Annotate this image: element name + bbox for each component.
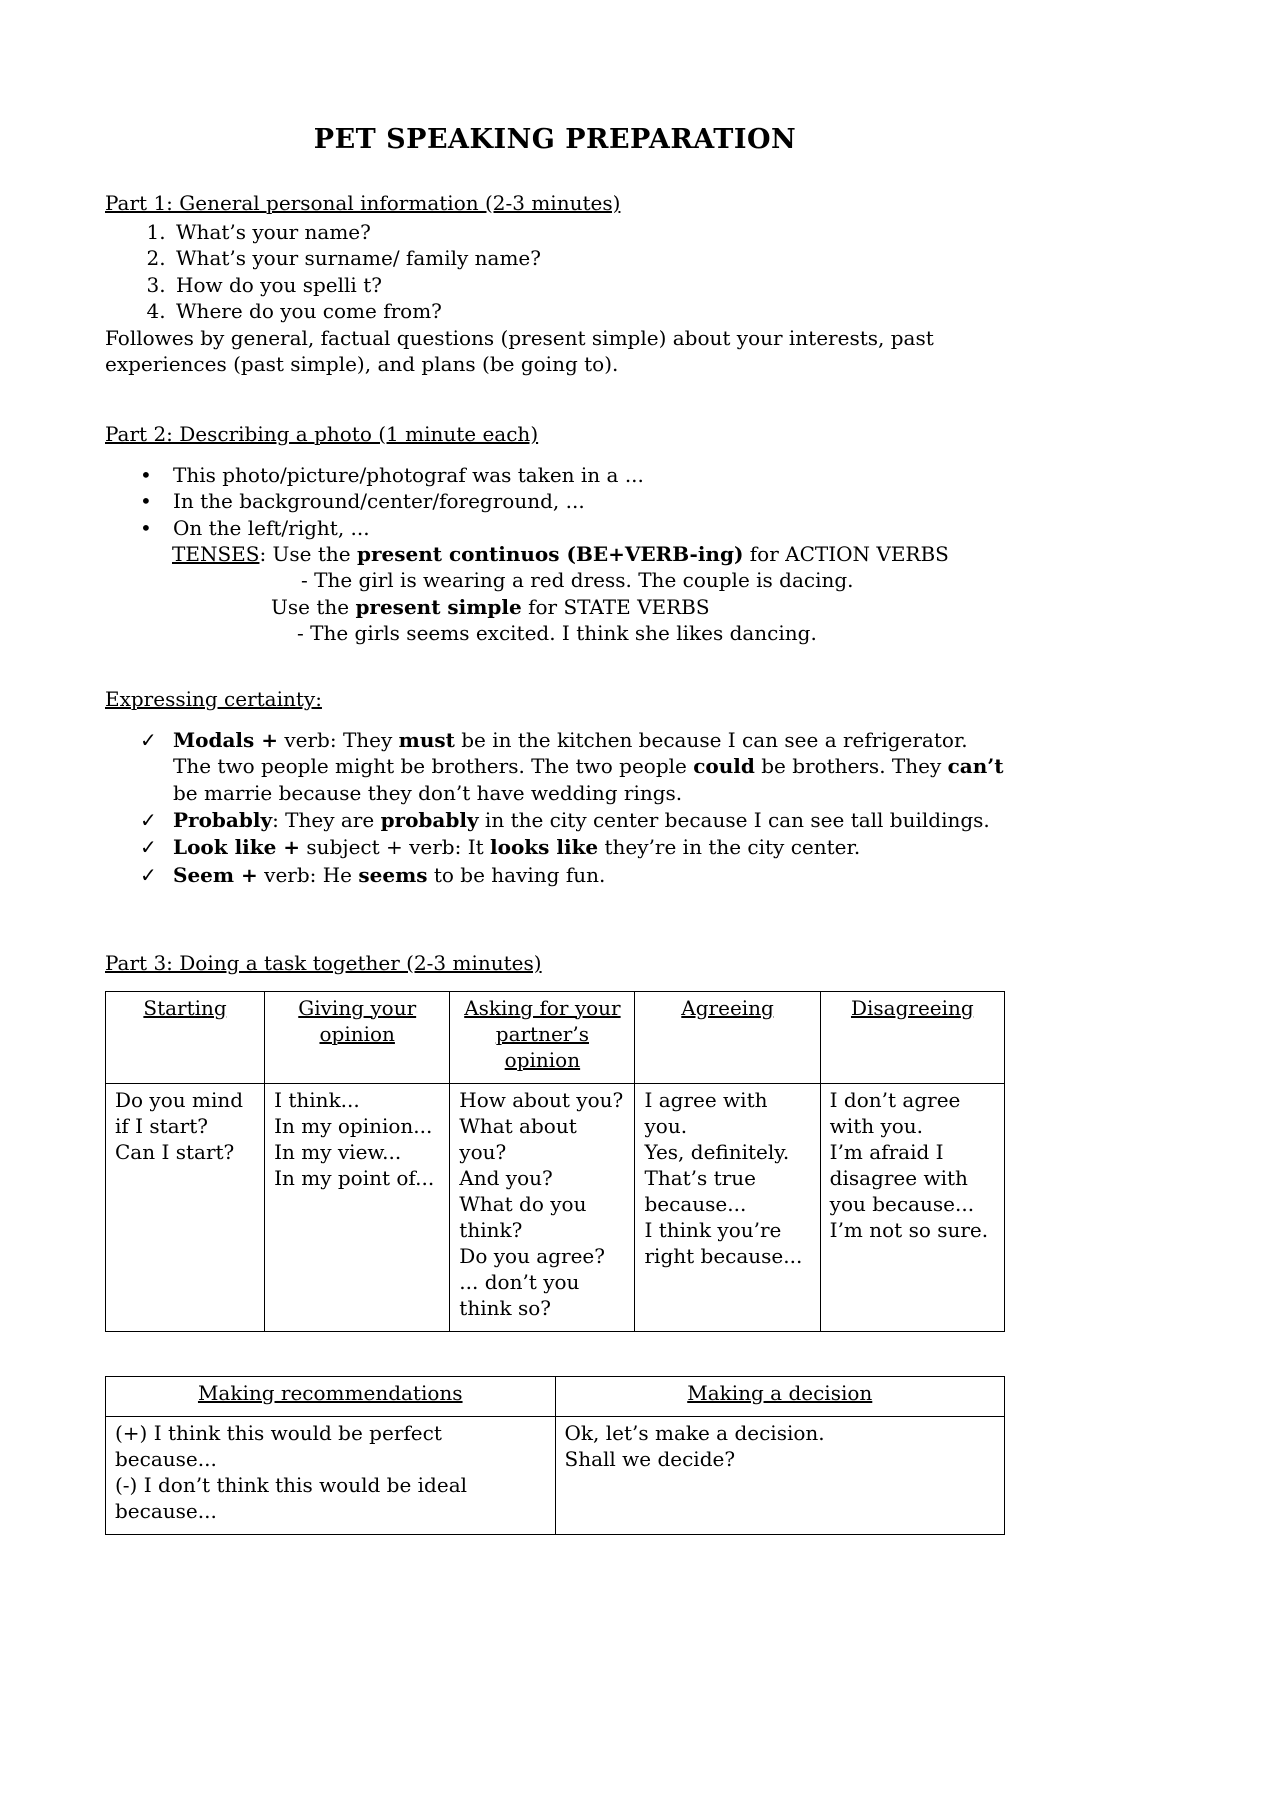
phrase: Yes, definitely. [644, 1139, 790, 1164]
list-item [140, 834, 1005, 860]
cell-asking-opinion [450, 1083, 635, 1331]
phrase: What do you think? [459, 1191, 587, 1242]
column-header-text: Giving your opinion [298, 995, 417, 1046]
phrase: I agree with you. [644, 1087, 768, 1138]
document-title: PET SPEAKING PREPARATION [313, 124, 797, 155]
phrase: Do you mind if I start? [115, 1087, 244, 1138]
column-header-disagreeing [820, 991, 1004, 1083]
checkmark-icon: ✓ [140, 727, 157, 752]
phrase: Can I start? [115, 1139, 235, 1164]
phrase: I’m not so sure. [829, 1217, 989, 1242]
phrase: Ok, let’s make a decision. [564, 1420, 825, 1445]
list-item: 3. How do you spelli t? [172, 272, 1005, 298]
phrase: In my opinion... [274, 1113, 433, 1138]
cell-agreeing [635, 1083, 820, 1331]
tenses-example: - The girl is wearing a red dress. The couple is dacing. [301, 568, 854, 593]
phrase: How about you? [459, 1087, 624, 1112]
cell-giving-opinion [265, 1083, 450, 1331]
column-header-text: Starting [143, 995, 227, 1020]
table-body-row [106, 1083, 1005, 1331]
column-header-text: Agreeing [681, 995, 774, 1020]
list-item: 4. Where do you come from? [172, 298, 1005, 324]
part1-question-list [105, 219, 1005, 325]
list-item: 2. What’s your surname/ family name? [172, 245, 1005, 271]
certainty-item-text: Look like + subject + verb: It looks like they’re in the city center. [173, 835, 861, 860]
certainty-list [105, 727, 1005, 888]
list-item [140, 488, 1005, 514]
table-header-row [106, 991, 1005, 1083]
cell-disagreeing [820, 1083, 1004, 1331]
expressing-certainty-section [105, 686, 1005, 888]
part1-section [105, 190, 1005, 378]
tenses-rule-state-verbs: Use the present simple for STATE VERBS [271, 594, 710, 619]
phrase: I think you’re right because... [644, 1217, 803, 1268]
recommendations-decision-table [105, 1376, 1005, 1535]
bullet-icon: • [140, 489, 152, 514]
list-item [140, 862, 1005, 888]
bullet-icon: • [140, 515, 152, 540]
part2-section [105, 421, 1005, 646]
phrase: Shall we decide? [564, 1446, 736, 1471]
phrase: ... don’t you think so? [459, 1269, 580, 1320]
table-header-row [106, 1376, 1005, 1416]
tenses-example: - The girls seems excited. I think she likes dancing. [297, 621, 817, 646]
phrase: What about you? [459, 1113, 577, 1164]
table-body-row [106, 1416, 1005, 1534]
column-header-decision [555, 1376, 1005, 1416]
certainty-item-text: Seem + verb: He seems to be having fun. [173, 862, 606, 887]
phrase: I think... [274, 1087, 360, 1112]
checkmark-icon: ✓ [140, 862, 157, 887]
phrase: Do you agree? [459, 1243, 605, 1268]
bullet-text: In the background/center/foreground, ... [173, 489, 585, 514]
bullet-text: This photo/picture/photograf was taken in a ... [173, 462, 644, 487]
phrase: In my view... [274, 1139, 402, 1164]
part3-heading: Part 3: Doing a task together (2-3 minutes) [105, 951, 542, 976]
list-item [140, 515, 1005, 541]
column-header-asking-opinion [450, 991, 635, 1083]
cell-starting [106, 1083, 265, 1331]
list-item [140, 807, 1005, 833]
cell-recommendations [106, 1416, 556, 1534]
phrase: In my point of... [274, 1165, 435, 1190]
column-header-text: Asking for your partner’s opinion [464, 995, 621, 1072]
certainty-heading: Expressing certainty: [105, 687, 322, 712]
bullet-icon: • [140, 462, 152, 487]
certainty-item-text: Probably: They are probably in the city center because I can see tall buildings. [173, 808, 990, 833]
column-header-starting [106, 991, 265, 1083]
list-item: 1. What’s your name? [172, 219, 1005, 245]
list-item [140, 462, 1005, 488]
column-header-giving-opinion [265, 991, 450, 1083]
column-header-recommendations [106, 1376, 556, 1416]
column-header-agreeing [635, 991, 820, 1083]
bullet-text: On the left/right, ... [173, 515, 370, 540]
part2-bullet-list [105, 462, 1005, 541]
part1-heading: Part 1: General personal information (2-3 minutes) [105, 190, 621, 215]
phrase: And you? [459, 1165, 553, 1190]
checkmark-icon: ✓ [140, 808, 157, 833]
checkmark-icon: ✓ [140, 835, 157, 860]
part3-section [105, 950, 1005, 1534]
tenses-rule-action-verbs: TENSES: Use the present continuos (BE+VERB-ing) for ACTION VERBS [172, 541, 949, 566]
part1-note: Followes by general, factual questions (present simple) about your interests, past experiences (past simple), and plans (be going to). [105, 325, 934, 376]
phrase: I’m afraid I disagree with you because... [829, 1139, 975, 1216]
phrase: (+) I think this would be perfect because... [115, 1420, 442, 1471]
list-item [140, 727, 1005, 806]
cell-decision [555, 1416, 1005, 1534]
phrase: I don’t agree with you. [829, 1087, 961, 1138]
column-header-text: Making a decision [687, 1380, 873, 1405]
phrase: (-) I don’t think this would be ideal because... [115, 1472, 468, 1523]
part2-heading: Part 2: Describing a photo (1 minute each) [105, 422, 539, 447]
column-header-text: Disagreeing [850, 995, 974, 1020]
phrases-table [105, 991, 1005, 1332]
certainty-item-text: Modals + verb: They must be in the kitchen because I can see a refrigerator. The two people might be brothers. The two people could be brothers. They can’t be marrie because they don’t have wedding rings. [173, 727, 1004, 805]
phrase: That’s true because... [644, 1165, 756, 1216]
column-header-text: Making recommendations [197, 1380, 463, 1405]
